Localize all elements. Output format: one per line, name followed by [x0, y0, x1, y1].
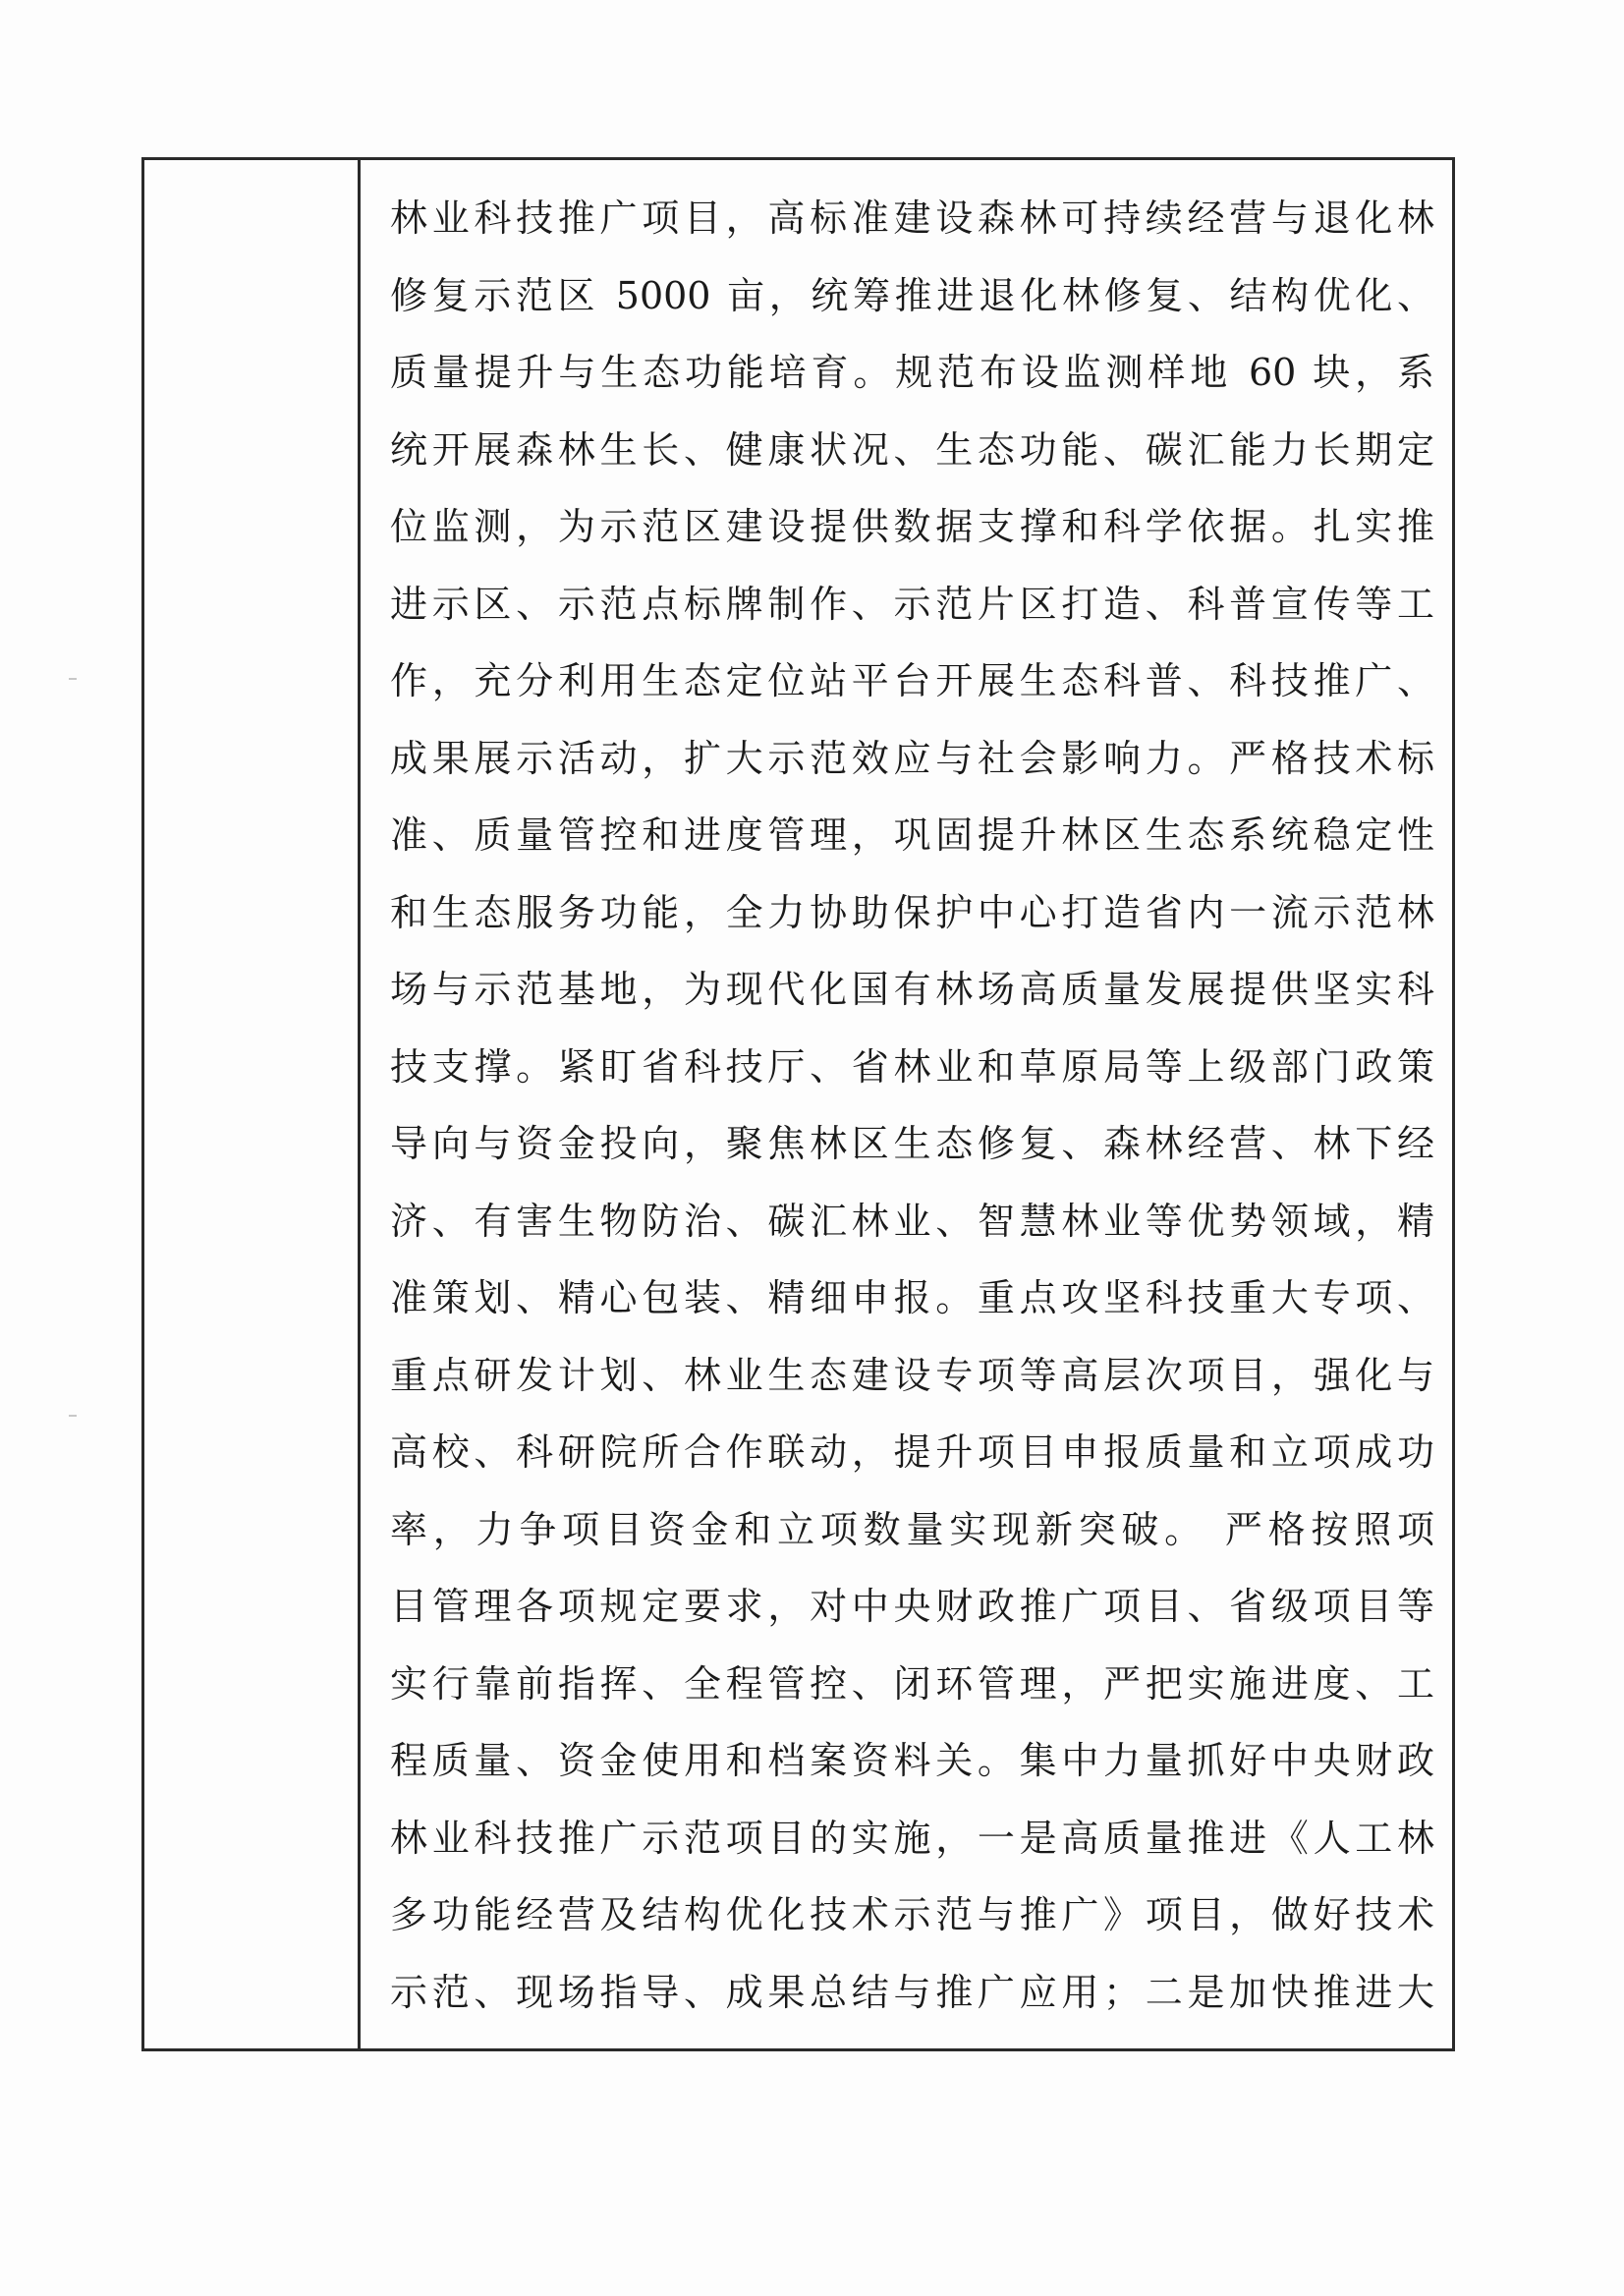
text-line: 林业科技推广示范项目的实施，一是高质量推进《人工林 [390, 1816, 1434, 1860]
text-line: 高校、科研院所合作联动，提升项目申报质量和立项成功 [390, 1430, 1434, 1474]
text-line: 实行靠前指挥、全程管控、闭环管理，严把实施进度、工 [390, 1661, 1434, 1706]
table-content-cell [361, 160, 1452, 2048]
text-line: 林业科技推广项目，高标准建设森林可持续经营与退化林 [390, 196, 1434, 240]
text-line: 场与示范基地，为现代化国有林场高质量发展提供坚实科 [390, 968, 1434, 1011]
text-line: 作，充分利用生态定位站平台开展生态科普、科技推广、 [390, 659, 1434, 702]
text-line: 目管理各项规定要求，对中央财政推广项目、省级项目等 [390, 1585, 1434, 1628]
text-line: 多功能经营及结构优化技术示范与推广》项目，做好技术 [390, 1893, 1434, 1936]
text-line: 济、有害生物防治、碳汇林业、智慧林业等优势领域，精 [390, 1199, 1434, 1243]
document-table [141, 157, 1455, 2051]
text-line: 重点研发计划、林业生态建设专项等高层次项目，强化与 [390, 1353, 1434, 1397]
text-line: 率，力争项目资金和立项数量实现新突破。 严格按照项 [390, 1507, 1434, 1551]
text-line: 位监测，为示范区建设提供数据支撑和科学依据。扎实推 [390, 505, 1434, 548]
text-line: 示范、现场指导、成果总结与推广应用；二是加快推进大 [390, 1970, 1434, 2014]
text-line: 统开展森林生长、健康状况、生态功能、碳汇能力长期定 [390, 427, 1434, 472]
text-line: 技支撑。紧盯省科技厅、省林业和草原局等上级部门政策 [390, 1044, 1434, 1089]
margin-mark [69, 1415, 77, 1417]
text-line: 进示区、示范点标牌制作、示范片区打造、科普宣传等工 [390, 582, 1434, 626]
text-line: 成果展示活动，扩大示范效应与社会影响力。严格技术标 [390, 736, 1434, 780]
text-line: 准、质量管控和进度管理，巩固提升林区生态系统稳定性 [390, 813, 1434, 857]
text-line: 修复示范区 5000 亩，统筹推进退化林修复、结构优化、 [390, 273, 1434, 317]
text-line: 质量提升与生态功能培育。规范布设监测样地 60 块，系 [390, 351, 1434, 394]
margin-mark [69, 678, 77, 680]
text-line: 准策划、精心包装、精细申报。重点攻坚科技重大专项、 [390, 1276, 1434, 1319]
text-line: 和生态服务功能，全力协助保护中心打造省内一流示范林 [390, 890, 1434, 934]
table-label-cell [144, 160, 361, 2048]
text-line: 程质量、资金使用和档案资料关。集中力量抓好中央财政 [390, 1739, 1434, 1782]
text-line: 导向与资金投向，聚焦林区生态修复、森林经营、林下经 [390, 1122, 1434, 1165]
